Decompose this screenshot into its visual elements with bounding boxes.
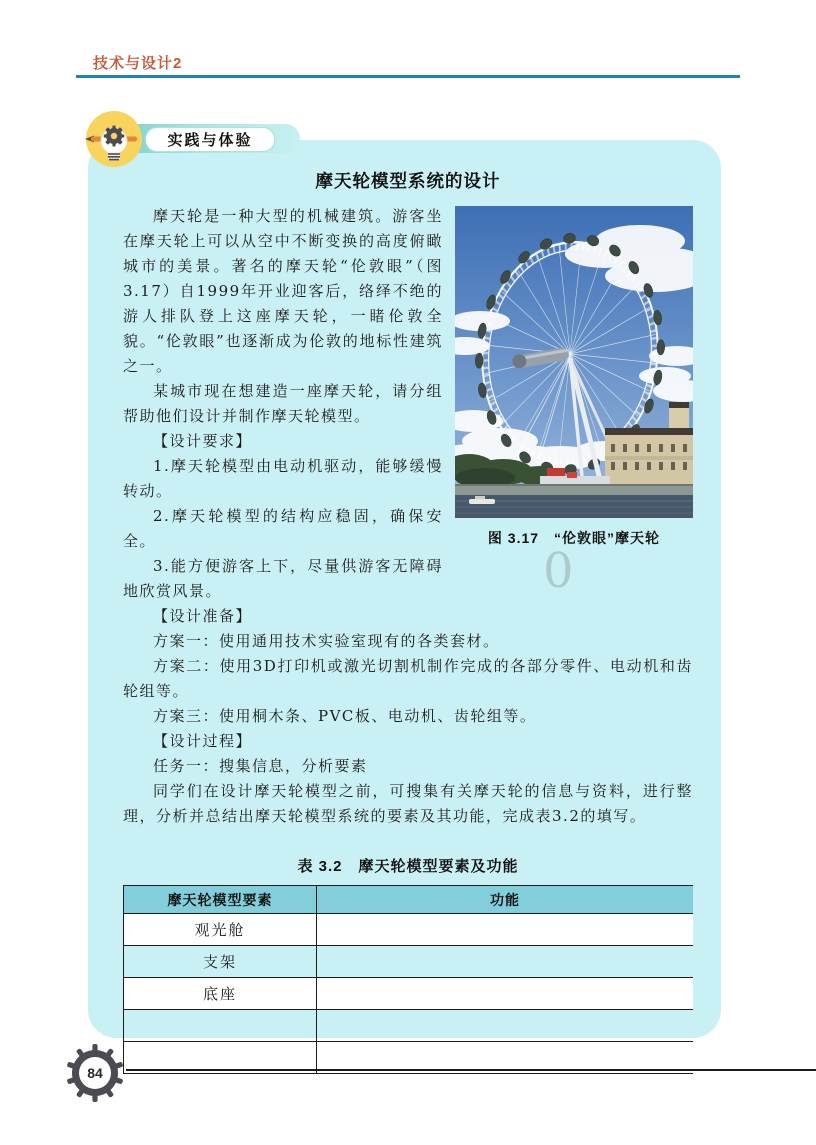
plan-item: 方案三：使用桐木条、PVC板、电动机、齿轮组等。 xyxy=(153,707,537,725)
table-row xyxy=(124,946,694,978)
paragraph: 摩天轮是一种大型的机械建筑。游客坐在摩天轮上可以从空中不断变换的高度俯瞰城市的美景。著名的摩天轮“伦敦眼”（图3.17）自1999年开业迎客后，络绎不绝的游人排队登上这座摩天轮，一睹伦敦全貌。“伦敦眼”也逐渐成为伦敦的地标性建筑之一。 xyxy=(123,207,443,375)
table-header-element: 摩天轮模型要素 xyxy=(124,886,317,914)
article-title: 摩天轮模型系统的设计 xyxy=(315,171,501,191)
element-cell: 底座 xyxy=(124,978,317,1010)
function-cell xyxy=(317,1010,694,1042)
plan-item: 方案一：使用通用技术实验室现有的各类套材。 xyxy=(153,632,500,650)
badge-label: 实践与体验 xyxy=(145,127,275,152)
article-body xyxy=(123,204,693,829)
table-header-row xyxy=(124,886,694,914)
lightbulb-gear-icon xyxy=(85,110,143,168)
element-cell: 观光舱 xyxy=(124,914,317,946)
table-row xyxy=(124,978,694,1010)
panel-content xyxy=(123,140,693,1038)
london-eye-photo xyxy=(455,206,693,518)
section-heading-design-preparation: 【设计准备】 xyxy=(153,607,253,625)
function-cell xyxy=(317,978,694,1010)
table-title: 表 3.2 摩天轮模型要素及功能 xyxy=(297,858,519,875)
requirement-item: 1.摩天轮模型由电动机驱动，能够缓慢转动。 xyxy=(123,457,443,500)
footer-line xyxy=(126,1069,816,1071)
book-title: 技术与设计2 xyxy=(93,55,183,72)
function-cell xyxy=(317,946,694,978)
section-heading-design-process: 【设计过程】 xyxy=(153,732,253,750)
figure-caption: 图 3.17 “伦敦眼”摩天轮 xyxy=(487,530,661,546)
page-number: 84 xyxy=(87,1065,103,1081)
watermark-zero: 0 xyxy=(543,543,574,599)
table-row xyxy=(124,1010,694,1042)
requirement-item: 3.能方便游客上下，尽量供游客无障碍地欣赏风景。 xyxy=(123,557,443,600)
element-cell: 支架 xyxy=(124,946,317,978)
table-header-function: 功能 xyxy=(317,886,694,914)
task-item: 任务一：搜集信息，分析要素 xyxy=(153,757,368,775)
section-heading-design-requirements: 【设计要求】 xyxy=(153,432,253,450)
header-rule xyxy=(76,75,740,78)
function-cell xyxy=(317,914,694,946)
elements-function-table xyxy=(123,885,693,1074)
page-number-gear-icon xyxy=(64,1042,126,1104)
paragraph: 同学们在设计摩天轮模型之前，可搜集有关摩天轮的信息与资料，进行整理，分析并总结出摩天轮模型系统的要素及其功能，完成表3.2的填写。 xyxy=(123,782,693,825)
paragraph: 某城市现在想建造一座摩天轮，请分组帮助他们设计并制作摩天轮模型。 xyxy=(123,382,443,425)
plan-item: 方案二：使用3D打印机或激光切割机制作完成的各部分零件、电动机和齿轮组等。 xyxy=(123,657,693,700)
activity-panel xyxy=(88,140,721,1038)
requirement-item: 2.摩天轮模型的结构应稳固，确保安全。 xyxy=(123,507,443,550)
figure-london-eye xyxy=(455,206,693,551)
element-cell xyxy=(124,1010,317,1042)
table-row xyxy=(124,914,694,946)
